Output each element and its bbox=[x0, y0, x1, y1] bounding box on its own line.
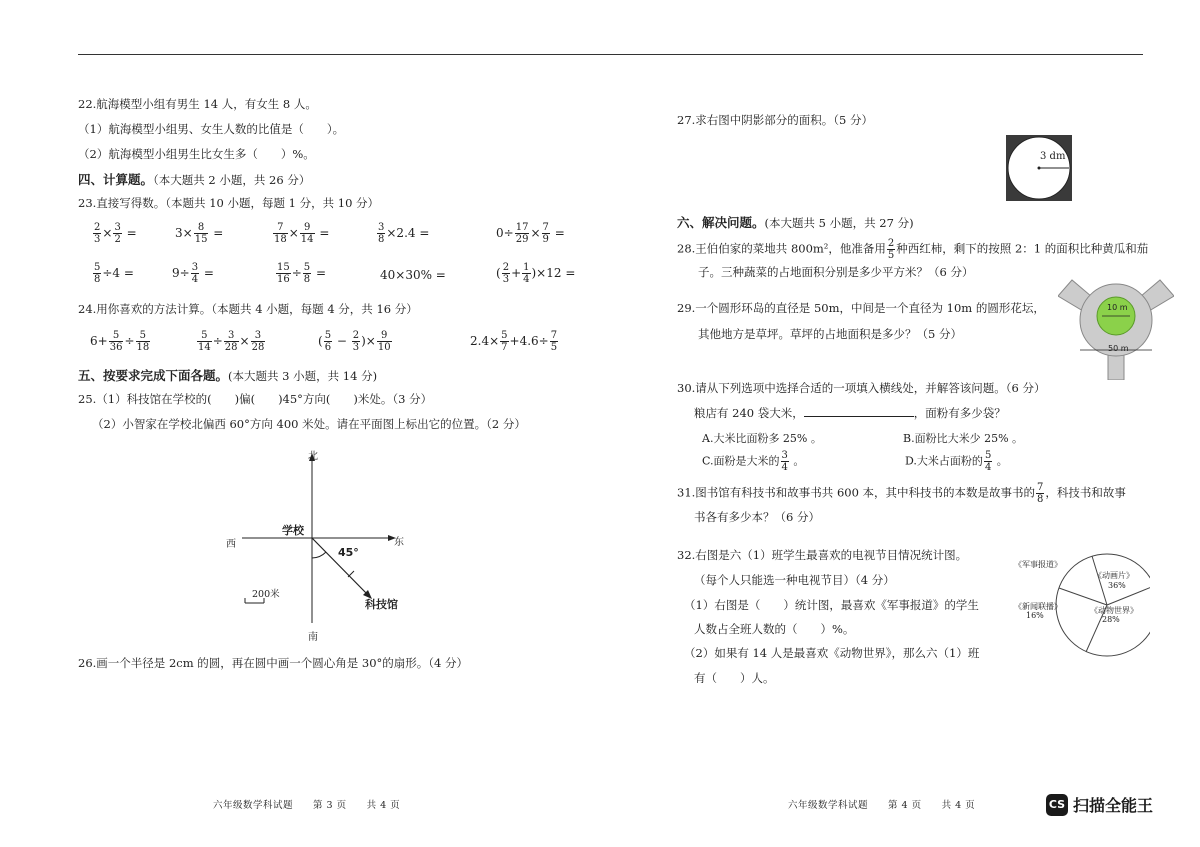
section-4-note: （本大题共 2 小题，共 26 分） bbox=[153, 173, 311, 187]
school-label: 学校 bbox=[282, 524, 304, 537]
section-6-title: 六、解决问题。 bbox=[677, 215, 765, 230]
q23-expr-4: $\frac{3}{8}$ ×2.4 = bbox=[378, 222, 430, 245]
q29-roundabout-figure bbox=[1058, 272, 1174, 380]
q30-option-a: A.大米比面粉多 25% 。 bbox=[702, 432, 822, 445]
q32-part2b: 有（ ）人。 bbox=[694, 671, 775, 685]
q23-expr-1: $\frac{2}{3}$ × $\frac{3}{2}$ = bbox=[94, 222, 137, 245]
logo-badge: CS bbox=[1046, 794, 1068, 816]
q30-text-a: 粮店有 240 袋大米， bbox=[694, 406, 804, 420]
pie-label-animal: 《动物世界》 bbox=[1090, 606, 1138, 615]
q32-note: （每个人只能选一种电视节目）（4 分） bbox=[694, 573, 895, 587]
q30-option-c: C.面粉是大米的 $\frac{3}{4}$ 。 bbox=[702, 450, 805, 473]
q23-expr-8: $\frac{15}{16}$ ÷ $\frac{5}{8}$ = bbox=[277, 262, 327, 285]
q23-expr-5: 0÷ $\frac{17}{29}$ × $\frac{7}{9}$ = bbox=[496, 222, 565, 245]
pie-pct-cartoon: 36% bbox=[1108, 581, 1126, 590]
section-6-heading bbox=[677, 213, 914, 231]
q29-line1: 29.一个圆形环岛的直径是 50m，中间是一个直径为 10m 的圆形花坛， bbox=[677, 301, 1045, 315]
q28-line2: 子。三种蔬菜的占地面积分别是多少平方米？（6 分） bbox=[698, 265, 974, 279]
q24-expr-1: 6+ $\frac{5}{36}$ ÷ $\frac{5}{18}$ bbox=[90, 330, 150, 353]
q26-stem: 26.画一个半径是 2cm 的圆，再在圆中画一个圆心角是 30°的扇形。（4 分） bbox=[78, 656, 469, 670]
east-label: 东 bbox=[394, 537, 404, 548]
q29-inner-label: 10 m bbox=[1107, 303, 1128, 312]
q28-line1: 28.王伯伯家的菜地共 800m²，他准备用 $\frac{2}{5}$ 种西红柿，剩下的按照 2：1 的面积比种黄瓜和茄 bbox=[677, 238, 1149, 261]
q30-text bbox=[694, 405, 1006, 421]
q32-part1a: （1）右图是（ ）统计图，最喜欢《军事报道》的学生 bbox=[684, 598, 979, 612]
south-label: 南 bbox=[308, 632, 318, 643]
pie-label-cartoon: 《动画片》 bbox=[1094, 571, 1134, 580]
camscanner-logo bbox=[1046, 793, 1153, 816]
q24-expr-3: ( $\frac{5}{6}$ − $\frac{2}{3}$ )× $\frac{9}{10}$ bbox=[318, 330, 391, 353]
q23-expr-3: $\frac{7}{18}$ × $\frac{9}{14}$ = bbox=[274, 222, 330, 245]
q27-radius-label: 3 dm bbox=[1040, 151, 1066, 162]
pie-pct-news: 16% bbox=[1026, 611, 1044, 620]
q23-stem: 23.直接写得数。（本题共 10 小题，每题 1 分，共 10 分） bbox=[78, 196, 380, 210]
q32-stem: 32.右图是六（1）班学生最喜欢的电视节目情况统计图。 bbox=[677, 548, 968, 562]
section-5-note: (本大题共 3 小题，共 14 分) bbox=[228, 369, 378, 383]
q30-text-b: ，面粉有多少袋？ bbox=[913, 406, 1006, 420]
angle-label: 45° bbox=[338, 546, 359, 559]
north-label: 北 bbox=[308, 451, 318, 462]
q32-part2a: （2）如果有 14 人是最喜欢《动物世界》，那么六（1）班 bbox=[684, 646, 980, 660]
q31-text-b: ，科技书和故事 bbox=[1045, 485, 1126, 500]
q31-text-a: 31.图书馆有科技书和故事书共 600 本，其中科技书的本数是故事书的 bbox=[677, 485, 1036, 500]
section-6-note: (本大题共 5 小题，共 27 分) bbox=[764, 216, 914, 230]
q23-expr-10: ( $\frac{2}{3}$ + $\frac{1}{4}$ )×12 = bbox=[496, 262, 576, 285]
q22-stem: 22.航海模型小组有男生 14 人，有女生 8 人。 bbox=[78, 97, 317, 111]
q30-option-d-text: D.大米占面粉的 bbox=[905, 454, 983, 468]
museum-label: 科技馆 bbox=[365, 598, 398, 611]
compass-diagram bbox=[220, 445, 420, 645]
q30-answer-blank[interactable] bbox=[804, 405, 914, 417]
q27-stem: 27.求右图中阴影部分的面积。（5 分） bbox=[677, 113, 874, 127]
q28-text-a: 28.王伯伯家的菜地共 800m²，他准备用 bbox=[677, 241, 886, 256]
q23-expr-2: 3× $\frac{8}{15}$ = bbox=[175, 222, 224, 245]
angle-arc bbox=[312, 552, 326, 558]
q25-part1: 25.（1）科技馆在学校的( )偏( )45°方向( )米处。（3 分） bbox=[78, 392, 433, 406]
q27-figure bbox=[1006, 135, 1072, 201]
q28-text-b: 种西红柿，剩下的按照 2：1 的面积比种黄瓜和茄 bbox=[896, 241, 1149, 256]
scale-tick-on-line bbox=[348, 571, 354, 577]
q31-line1: 31.图书馆有科技书和故事书共 600 本，其中科技书的本数是故事书的 $\frac{7}{8}$ ，科技书和故事 bbox=[677, 482, 1126, 505]
q22-part2: （2）航海模型小组男生比女生多（ ）%。 bbox=[78, 147, 315, 161]
q24-expr-4: 2.4× $\frac{5}{7}$ +4.6÷ $\frac{7}{5}$ bbox=[470, 330, 558, 353]
q29-outer-label: 50 m bbox=[1108, 344, 1129, 353]
pie-label-military: 《军事报道》 bbox=[1014, 560, 1062, 569]
top-rule bbox=[78, 54, 1143, 55]
q29-line2: 其他地方是草坪。草坪的占地面积是多少？（5 分） bbox=[698, 327, 962, 341]
q22-part1: （1）航海模型小组男、女生人数的比值是（ ）。 bbox=[78, 122, 345, 136]
left-footer: 六年级数学科试题 第 3 页 共 4 页 bbox=[213, 800, 401, 811]
q24-expr-2: $\frac{5}{14}$ ÷ $\frac{3}{28}$ × $\frac{3}{28}$ bbox=[198, 330, 265, 353]
q30-option-d: D.大米占面粉的 $\frac{5}{4}$ 。 bbox=[905, 450, 1008, 473]
q30-stem: 30.请从下列选项中选择合适的一项填入横线处，并解答该问题。（6 分） bbox=[677, 381, 1046, 395]
scale-label: 200米 bbox=[252, 589, 280, 600]
section-5-title: 五、按要求完成下面各题。 bbox=[78, 368, 229, 383]
q23-expr-7: 9÷ $\frac{3}{4}$ = bbox=[172, 262, 214, 285]
pie-pct-animal: 28% bbox=[1102, 615, 1120, 624]
q32-part1b: 人数占全班人数的（ ）%。 bbox=[694, 622, 855, 636]
section-4-title: 四、计算题。 bbox=[78, 172, 154, 187]
q30-option-c-text: C.面粉是大米的 bbox=[702, 454, 780, 468]
section-4-heading bbox=[78, 170, 310, 188]
pie-label-news: 《新闻联播》 bbox=[1014, 602, 1062, 611]
q31-line2: 书各有多少本？（6 分） bbox=[694, 510, 820, 524]
center-dot bbox=[1038, 167, 1041, 170]
q23-expr-9: 40×30% = bbox=[380, 268, 446, 282]
q24-stem: 24.用你喜欢的方法计算。（本题共 4 小题，每题 4 分，共 16 分） bbox=[78, 302, 418, 316]
west-label: 西 bbox=[226, 539, 236, 550]
q30-option-b: B.面粉比大米少 25% 。 bbox=[903, 432, 1024, 445]
q25-part2: （2）小智家在学校北偏西 60°方向 400 米处。请在平面图上标出它的位置。（2 分） bbox=[92, 417, 526, 431]
section-5-heading bbox=[78, 366, 377, 384]
q23-expr-6: $\frac{5}{8}$ ÷4 = bbox=[94, 262, 134, 285]
right-footer: 六年级数学科试题 第 4 页 共 4 页 bbox=[788, 800, 976, 811]
logo-text: 扫描全能王 bbox=[1073, 796, 1154, 815]
